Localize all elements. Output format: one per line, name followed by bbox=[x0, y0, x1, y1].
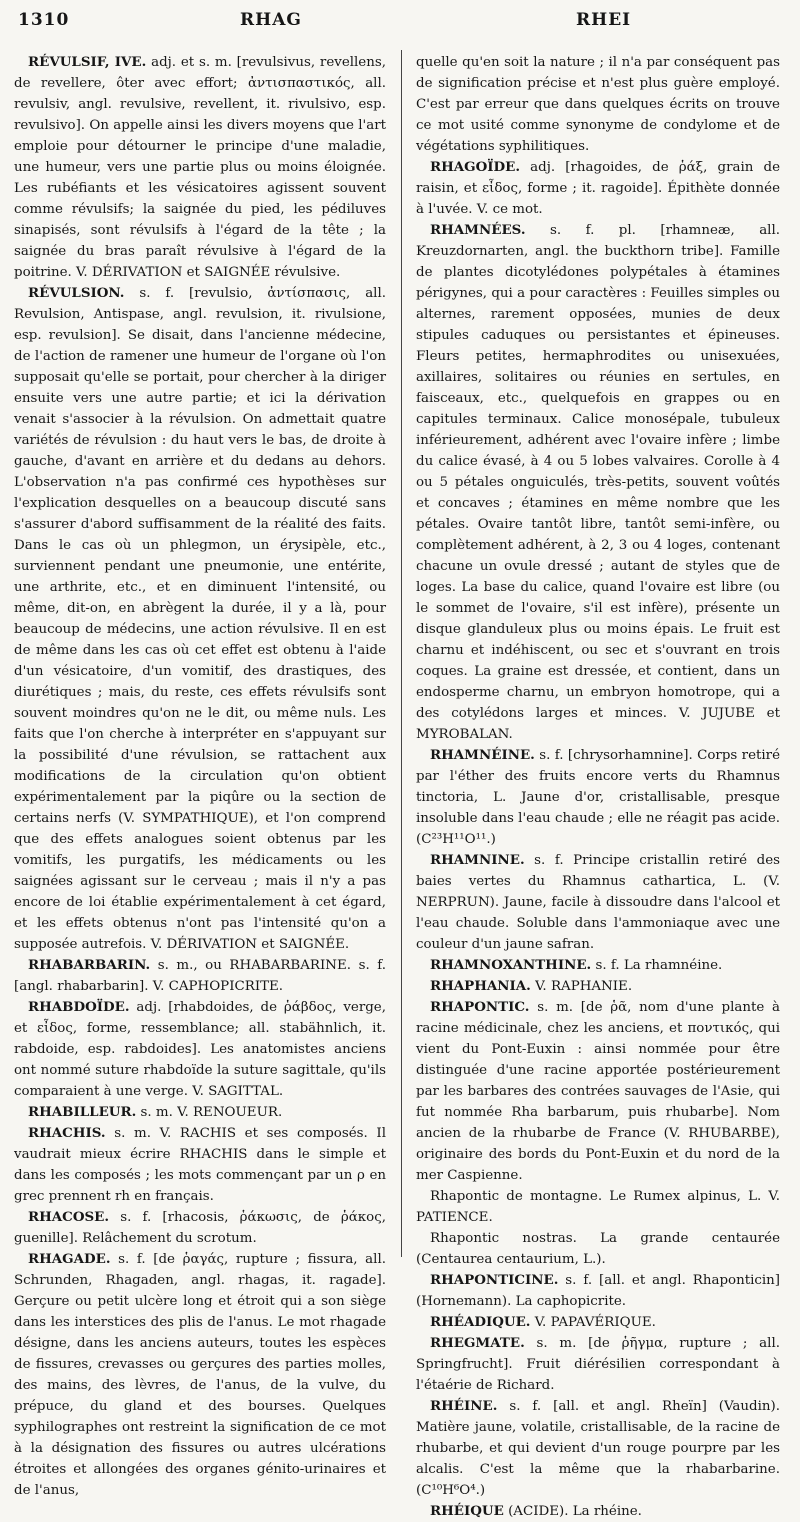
entry-text: s. f. [chrysorhamnine]. Corps retiré par l'éther des fruits encore verts du Rhamnus tinctoria, L. Jaune d'or, cristallisable, presque insoluble dans l'eau chaude ; elle ne réagit pas acide. (C²³H¹¹O¹¹.) bbox=[416, 748, 780, 847]
entry-text: s. f. [rhacosis, ῥάκωσις, de ῥάκος, guenille]. Relâchement du scrotum. bbox=[14, 1210, 386, 1246]
entry bbox=[14, 1249, 386, 1501]
entry-text: (ACIDE). La rhéine. bbox=[503, 1504, 642, 1519]
entry-text: adj. et s. m. [revulsivus, revellens, de revellere, ôter avec effort; ἀντισπαστικός, all. revulsiv, angl. revulsive, revellent, it. rivulsivo, esp. revulsivo]. On appelle ainsi les divers moyens que l'art emploie pour détourner le principe d'une maladie, une humeur, vers une partie plus ou moins éloignée. Les rubéfiants et les vésicatoires agissent souvent comme révulsifs; la saignée du pied, les pédiluves sinapisés, sont révulsifs à l'égard de la tête ; la saignée du bras paraît révulsive à l'égard de la poitrine. V. DÉRIVATION et SAIGNÉE révulsive. bbox=[14, 55, 386, 280]
entry-headword: RHAMNINE. bbox=[430, 852, 525, 868]
entry-subentry bbox=[416, 1228, 780, 1270]
entry bbox=[416, 997, 780, 1186]
left-running-head: RHAG bbox=[240, 10, 302, 30]
entry-headword: RHAMNOXANTHINE. bbox=[430, 957, 592, 973]
right-running-head: RHEI bbox=[576, 10, 632, 30]
entry bbox=[14, 997, 386, 1102]
entry bbox=[416, 976, 780, 997]
entry-headword: RHAPHANIA. bbox=[430, 978, 531, 994]
entry-headword: RHAMNÉINE. bbox=[430, 747, 535, 763]
entry-headword: RHAPONTICINE. bbox=[430, 1272, 559, 1288]
entry-text: V. RAPHANIE. bbox=[530, 979, 633, 994]
entry-headword: RHAPONTIC. bbox=[430, 999, 530, 1015]
entry-headword: RHAGADE. bbox=[28, 1251, 111, 1267]
entry bbox=[14, 955, 386, 997]
entry bbox=[416, 1501, 780, 1522]
page-number: 1310 bbox=[18, 10, 70, 30]
entry bbox=[416, 1396, 780, 1501]
entry-headword: RHACOSE. bbox=[28, 1209, 110, 1225]
entry bbox=[416, 1270, 780, 1312]
entry-continuation bbox=[416, 52, 780, 157]
entry-subentry bbox=[416, 1186, 780, 1228]
page-header bbox=[18, 10, 778, 40]
entry-text: quelle qu'en soit la nature ; il n'a par conséquent pas de signification précise et n'est plus guère employé. C'est par erreur que dans quelques écrits on trouve ce mot usité comme synonyme de condylome et de végétations syphilitiques. bbox=[416, 55, 780, 154]
entry-text: Rhapontic de montagne. Le Rumex alpinus, L. V. PATIENCE. bbox=[416, 1189, 780, 1225]
entry-text: s. f. [all. et angl. Rheïn] (Vaudin). Matière jaune, volatile, cristallisable, de la racine de rhubarbe, et qui devient d'un rouge pourpre par les alcalis. C'est la même que la rhabarbarine. (C¹⁰H⁶O⁴.) bbox=[416, 1399, 780, 1498]
entry bbox=[416, 1312, 780, 1333]
entry-headword: RHABILLEUR. bbox=[28, 1104, 137, 1120]
entry bbox=[416, 1333, 780, 1396]
entry-headword: RHABARBARIN. bbox=[28, 957, 151, 973]
entry-headword: RHACHIS. bbox=[28, 1125, 106, 1141]
entry bbox=[416, 745, 780, 850]
entry-headword: RHABDOÏDE. bbox=[28, 999, 130, 1015]
entry-text: s. f. pl. [rhamneæ, all. Kreuzdornarten, angl. the buckthorn tribe]. Famille de plantes dicotylédones polypétales à étamines périgynes, qui a pour caractères : Feuilles simples ou alternes, rarement opposées, munies de deux stipules caduques ou persistantes et épineuses. Fleurs petites, hermaphrodites ou unisexuées, axillaires, solitaires ou réunies en sertules, en faisceaux, etc., quelquefois en grappes ou en capitules terminaux. Calice monosépale, tubuleux inférieurement, adhérent avec l'ovaire infère ; limbe du calice évasé, à 4 ou 5 lobes valvaires. Corolle à 4 ou 5 pétales onguiculés, très-petits, souvent voûtés et concaves ; étamines en même nombre que les pétales. Ovaire tantôt libre, tantôt semi-infère, ou complètement adhérent, à 2, 3 ou 4 loges, contenant chacune un ovule dressé ; autant de styles que de loges. La base du calice, quand l'ovaire est libre (ou le sommet de l'ovaire, s'il est infère), présente un disque glanduleux plus ou moins épais. Le fruit est charnu et indéhiscent, ou sec et s'ouvrant en trois coques. La graine est dressée, et contient, dans un endosperme charnu, un embryon homotrope, qui a des cotylédons larges et minces. V. JUJUBE et MYROBALAN. bbox=[416, 223, 780, 742]
entry-text: adj. [rhagoides, de ῥάξ, grain de raisin, et εἶδος, forme ; it. ragoide]. Épithète donnée à l'uvée. V. ce mot. bbox=[416, 160, 780, 217]
column-divider bbox=[401, 50, 402, 1257]
entry-text: s. f. [revulsio, ἀντίσπασις, all. Revulsion, Antispase, angl. revulsion, it. rivulsione, esp. revulsion]. Se disait, dans l'ancienne médecine, de l'action de ramener une humeur de l'organe où l'on supposait qu'elle se portait, pour chercher à la diriger ensuite vers une autre partie; et ici la dérivation venait s'associer à la révulsion. On admettait quatre variétés de révulsion : du haut vers le bas, de droite à gauche, d'avant en arrière et du dedans au dehors. L'observation n'a pas confirmé ces hypothèses sur l'explication desquelles on a beaucoup discuté sans s'assurer d'abord suffisamment de la réalité des faits. Dans le cas où un phlegmon, un érysipèle, etc., surviennent pendant une pneumonie, une entérite, une arthrite, etc., et en diminuent l'intensité, ou même, dit-on, en abrègent la durée, il y a là, pour beaucoup de médecins, une action révulsive. Il en est de même dans les cas où cet effet est obtenu à l'aide d'un vésicatoire, d'un vomitif, des drastiques, des diurétiques ; mais, du reste, ces effets révulsifs sont souvent moindres qu'on ne le dit, ou même nuls. Les faits que l'on cherche à interpréter en s'appuyant sur la possibilité d'une révulsion, se rattachent aux modifications de la circulation qu'on obtient expérimentalement par la piqûre ou la section de certains nerfs (V. SYMPATHIQUE), et l'on comprend que des effets analogues soient obtenus par les vomitifs, les purgatifs, les médicaments ou les saignées agissant sur le cerveau ; mais il n'y a pas encore de loi établie expérimentalement à cet égard, et les effets obtenus n'ont pas l'intensité qu'on a supposée autrefois. V. DÉRIVATION et SAIGNÉE. bbox=[14, 286, 386, 952]
entry-headword: RHEGMATE. bbox=[430, 1335, 525, 1351]
entry-text: Rhapontic nostras. La grande centaurée (Centaurea centaurium, L.). bbox=[416, 1231, 780, 1267]
entry bbox=[14, 1123, 386, 1207]
entry bbox=[14, 283, 386, 955]
entry bbox=[416, 955, 780, 976]
entry-headword: RHÉINE. bbox=[430, 1398, 498, 1414]
entry-headword: RÉVULSIF, IVE. bbox=[28, 54, 147, 70]
entry-text: s. f. [all. et angl. Rhaponticin] (Hornemann). La caphopicrite. bbox=[416, 1273, 780, 1309]
entry-text: s. m., ou RHABARBARINE. s. f. [angl. rhabarbarin]. V. CAPHOPICRITE. bbox=[14, 958, 386, 994]
entry-headword: RÉVULSION. bbox=[28, 285, 125, 301]
entry bbox=[416, 220, 780, 745]
entry-text: s. f. [de ῥαγάς, rupture ; fissura, all. Schrunden, Rhagaden, angl. rhagas, it. ragade]. Gerçure ou petit ulcère long et étroit qui a son siège dans les interstices des plis de l'anus. Le mot rhagade désigne, dans les anciens auteurs, toutes les espèces de fissures, crevasses ou gerçures des parties molles, des mains, des lèvres, de l'anus, de la vulve, du prépuce, du gland et des bourses. Quelques syphilographes ont restreint la signification de ce mot à la désignation des fissures ou autres ulcérations étroites et allongées des organes génito-urinaires et de l'anus, bbox=[14, 1252, 386, 1498]
entry-headword: RHAGOÏDE. bbox=[430, 159, 521, 175]
entry-headword: RHAMNÉES. bbox=[430, 222, 526, 238]
entry-headword: RHÉADIQUE. bbox=[430, 1314, 531, 1330]
entry-text: s. f. La rhamnéine. bbox=[591, 958, 723, 973]
entry-text: adj. [rhabdoides, de ῥάβδος, verge, et εἶδος, forme, ressemblance; all. stabähnlich, it. rabdoide, esp. rabdoides]. Les anatomistes anciens ont nommé suture rhabdoïde la suture sagittale, qu'ils comparaient à une verge. V. SAGITTAL. bbox=[14, 1000, 386, 1099]
entry bbox=[416, 850, 780, 955]
entry-text: s. m. [de ῥῆγμα, rupture ; all. Springfrucht]. Fruit diérésilien correspondant à l'étaérie de Richard. bbox=[416, 1336, 780, 1393]
entry-text: s. m. [de ῥᾶ, nom d'une plante à racine médicinale, chez les anciens, et ποντικός, qui vient du Pont-Euxin : ainsi nommée pour être distinguée d'une racine apportée postérieurement par les barbares des contrées sauvages de l'Asie, qui fut nommée Rha barbarum, puis rhubarbe]. Nom ancien de la rhubarbe de France (V. RHUBARBE), originaire des bords du Pont-Euxin et du nord de la mer Caspienne. bbox=[416, 1000, 780, 1183]
entry-text: s. m. V. RACHIS et ses composés. Il vaudrait mieux écrire RHACHIS dans le simple et dans les composés ; les mots commençant par un ρ en grec prennent rh en français. bbox=[14, 1126, 386, 1204]
left-column bbox=[14, 52, 386, 1501]
entry bbox=[14, 52, 386, 283]
right-column bbox=[416, 52, 780, 1522]
entry bbox=[14, 1102, 386, 1123]
entry-headword: RHÉIQUE bbox=[430, 1503, 504, 1519]
entry-text: s. f. Principe cristallin retiré des baies vertes du Rhamnus catharticа, L. (V. NERPRUN). Jaune, facile à dissoudre dans l'alcool et l'eau chaude. Soluble dans l'ammoniaque avec une couleur d'un jaune safran. bbox=[416, 853, 780, 952]
entry-text: V. PAPAVÉRIQUE. bbox=[530, 1315, 656, 1330]
entry bbox=[14, 1207, 386, 1249]
entry bbox=[416, 157, 780, 220]
entry-text: s. m. V. RENOUEUR. bbox=[136, 1105, 283, 1120]
